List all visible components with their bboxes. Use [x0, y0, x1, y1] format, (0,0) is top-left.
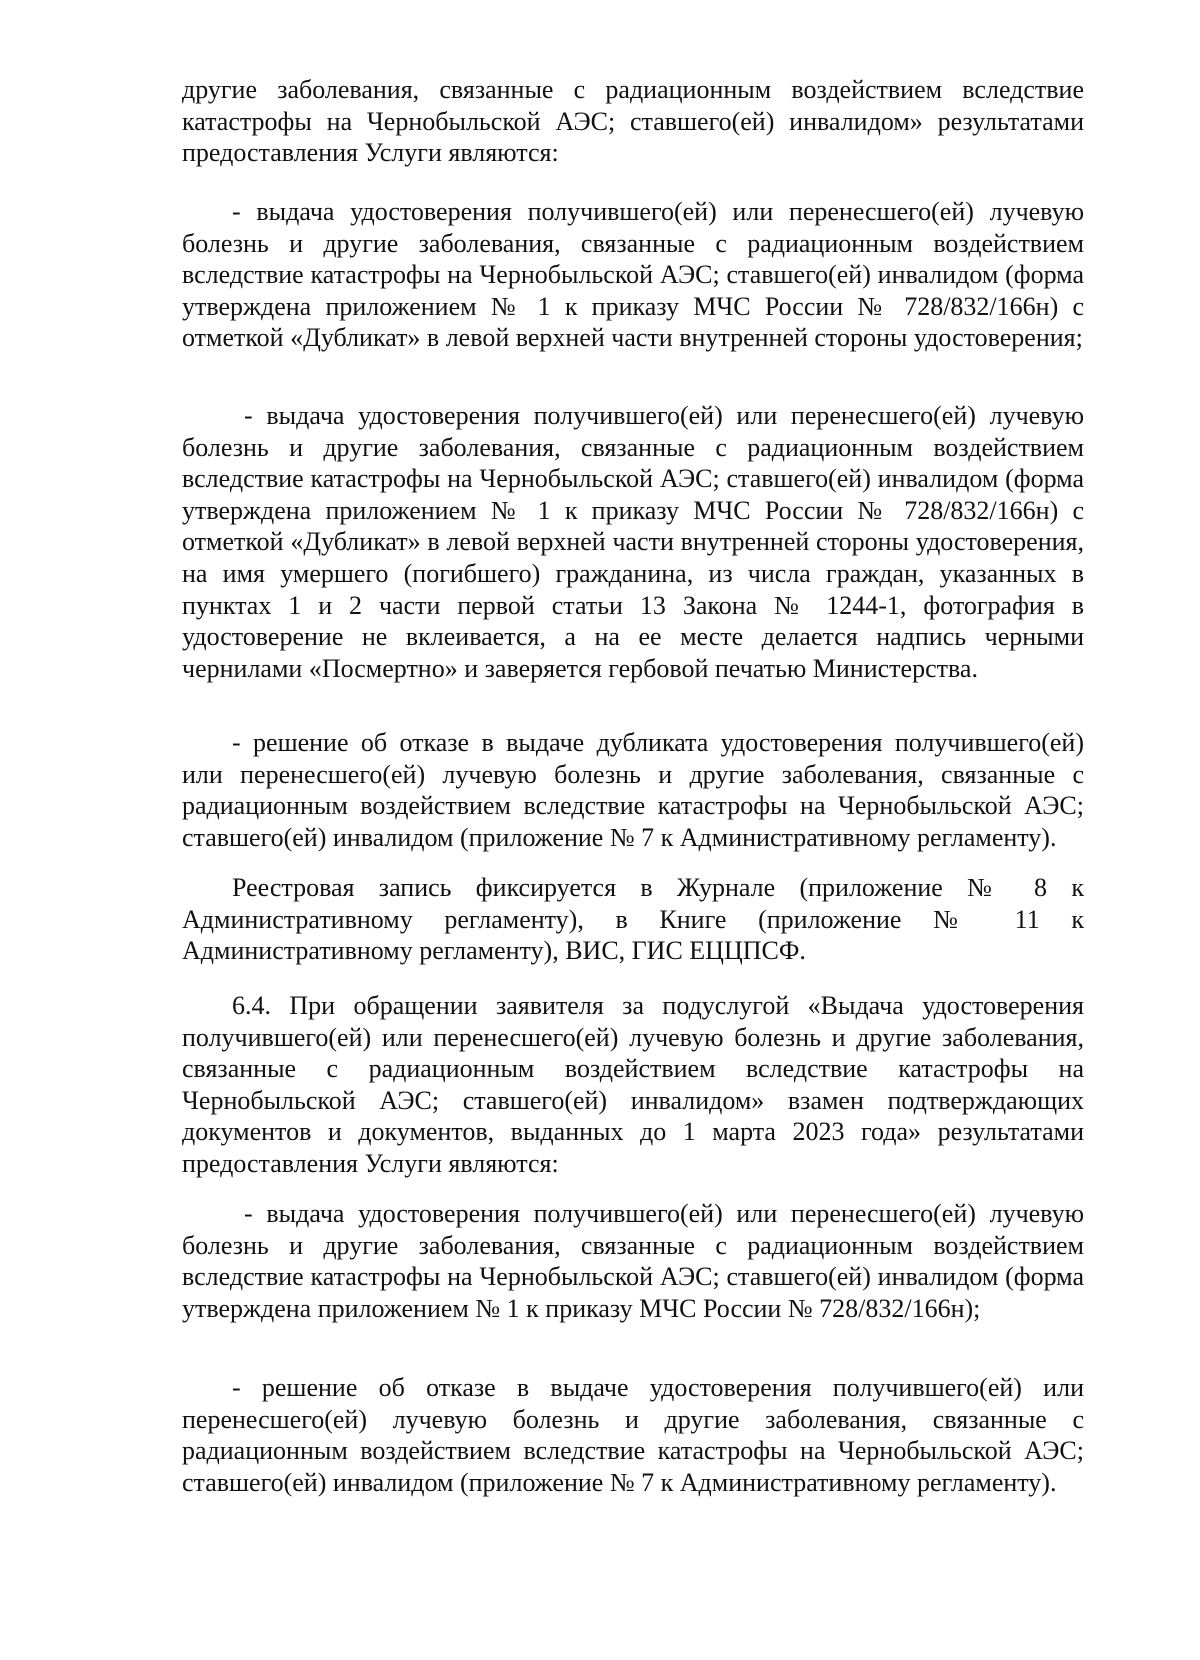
paragraph-duplicate-certificate-issue: - выдача удостоверения получившего(ей) или перенесшего(ей) лучевую болезнь и другие заболевания, связанные с радиационным воздействием вследствие катастрофы на Чернобыльской АЭС; ставшего(ей) инвалидом (форма утверждена приложением № 1 к приказу МЧС России № 728/832/166н) с отметкой «Дубликат» в левой верхней части внутренней стороны удостоверения; — [182, 197, 1084, 353]
paragraph-section-6-4: 6.4. При обращении заявителя за подуслугой «Выдача удостоверения получившего(ей) или перенесшего(ей) лучевую болезнь и другие заболевания, связанные с радиационным воздействием вследствие катастрофы на Чернобыльской АЭС; ставшего(ей) инвалидом» взамен подтверждающих документов и документов, выданных до 1 марта 2023 года» результатами предоставления Услуги являются: — [182, 991, 1084, 1178]
paragraph-certificate-issue: - выдача удостоверения получившего(ей) или перенесшего(ей) лучевую болезнь и другие заболевания, связанные с радиационным воздействием вследствие катастрофы на Чернобыльской АЭС; ставшего(ей) инвалидом (форма утверждена приложением № 1 к приказу МЧС России № 728/832/166н); — [182, 1199, 1084, 1323]
paragraph-intro-continuation: другие заболевания, связанные с радиационным воздействием вследствие катастрофы на Чернобыльской АЭС; ставшего(ей) инвалидом» результатами предоставления Услуги являются: — [182, 75, 1084, 168]
paragraph-registry-record: Реестровая запись фиксируется в Журнале (приложение № 8 к Административному регламенту), в Книге (приложение № 11 к Административному регламенту), ВИС, ГИС ЕЦЦПСФ. — [182, 873, 1084, 966]
paragraph-refusal-certificate: - решение об отказе в выдаче удостоверения получившего(ей) или перенесшего(ей) лучевую болезнь и другие заболевания, связанные с радиационным воздействием вследствие катастрофы на Чернобыльской АЭС; ставшего(ей) инвалидом (приложение № 7 к Административному регламенту). — [182, 1373, 1084, 1497]
paragraph-duplicate-certificate-posthumous: - выдача удостоверения получившего(ей) или перенесшего(ей) лучевую болезнь и другие заболевания, связанные с радиационным воздействием вследствие катастрофы на Чернобыльской АЭС; ставшего(ей) инвалидом (форма утверждена приложением № 1 к приказу МЧС России № 728/832/166н) с отметкой «Дубликат» в левой верхней части внутренней стороны удостоверения, на имя умершего (погибшего) гражданина, из числа граждан, указанных в пунктах 1 и 2 части первой статьи 13 Закона № 1244-1, фотография в удостоверение не вклеивается, а на ее месте делается надпись черными чернилами «Посмертно» и заверяется гербовой печатью Министерства. — [182, 401, 1084, 683]
paragraph-refusal-duplicate: - решение об отказе в выдаче дубликата удостоверения получившего(ей) или перенесшего(ей) лучевую болезнь и другие заболевания, связанные с радиационным воздействием вследствие катастрофы на Чернобыльской АЭС; ставшего(ей) инвалидом (приложение № 7 к Административному регламенту). — [182, 728, 1084, 852]
